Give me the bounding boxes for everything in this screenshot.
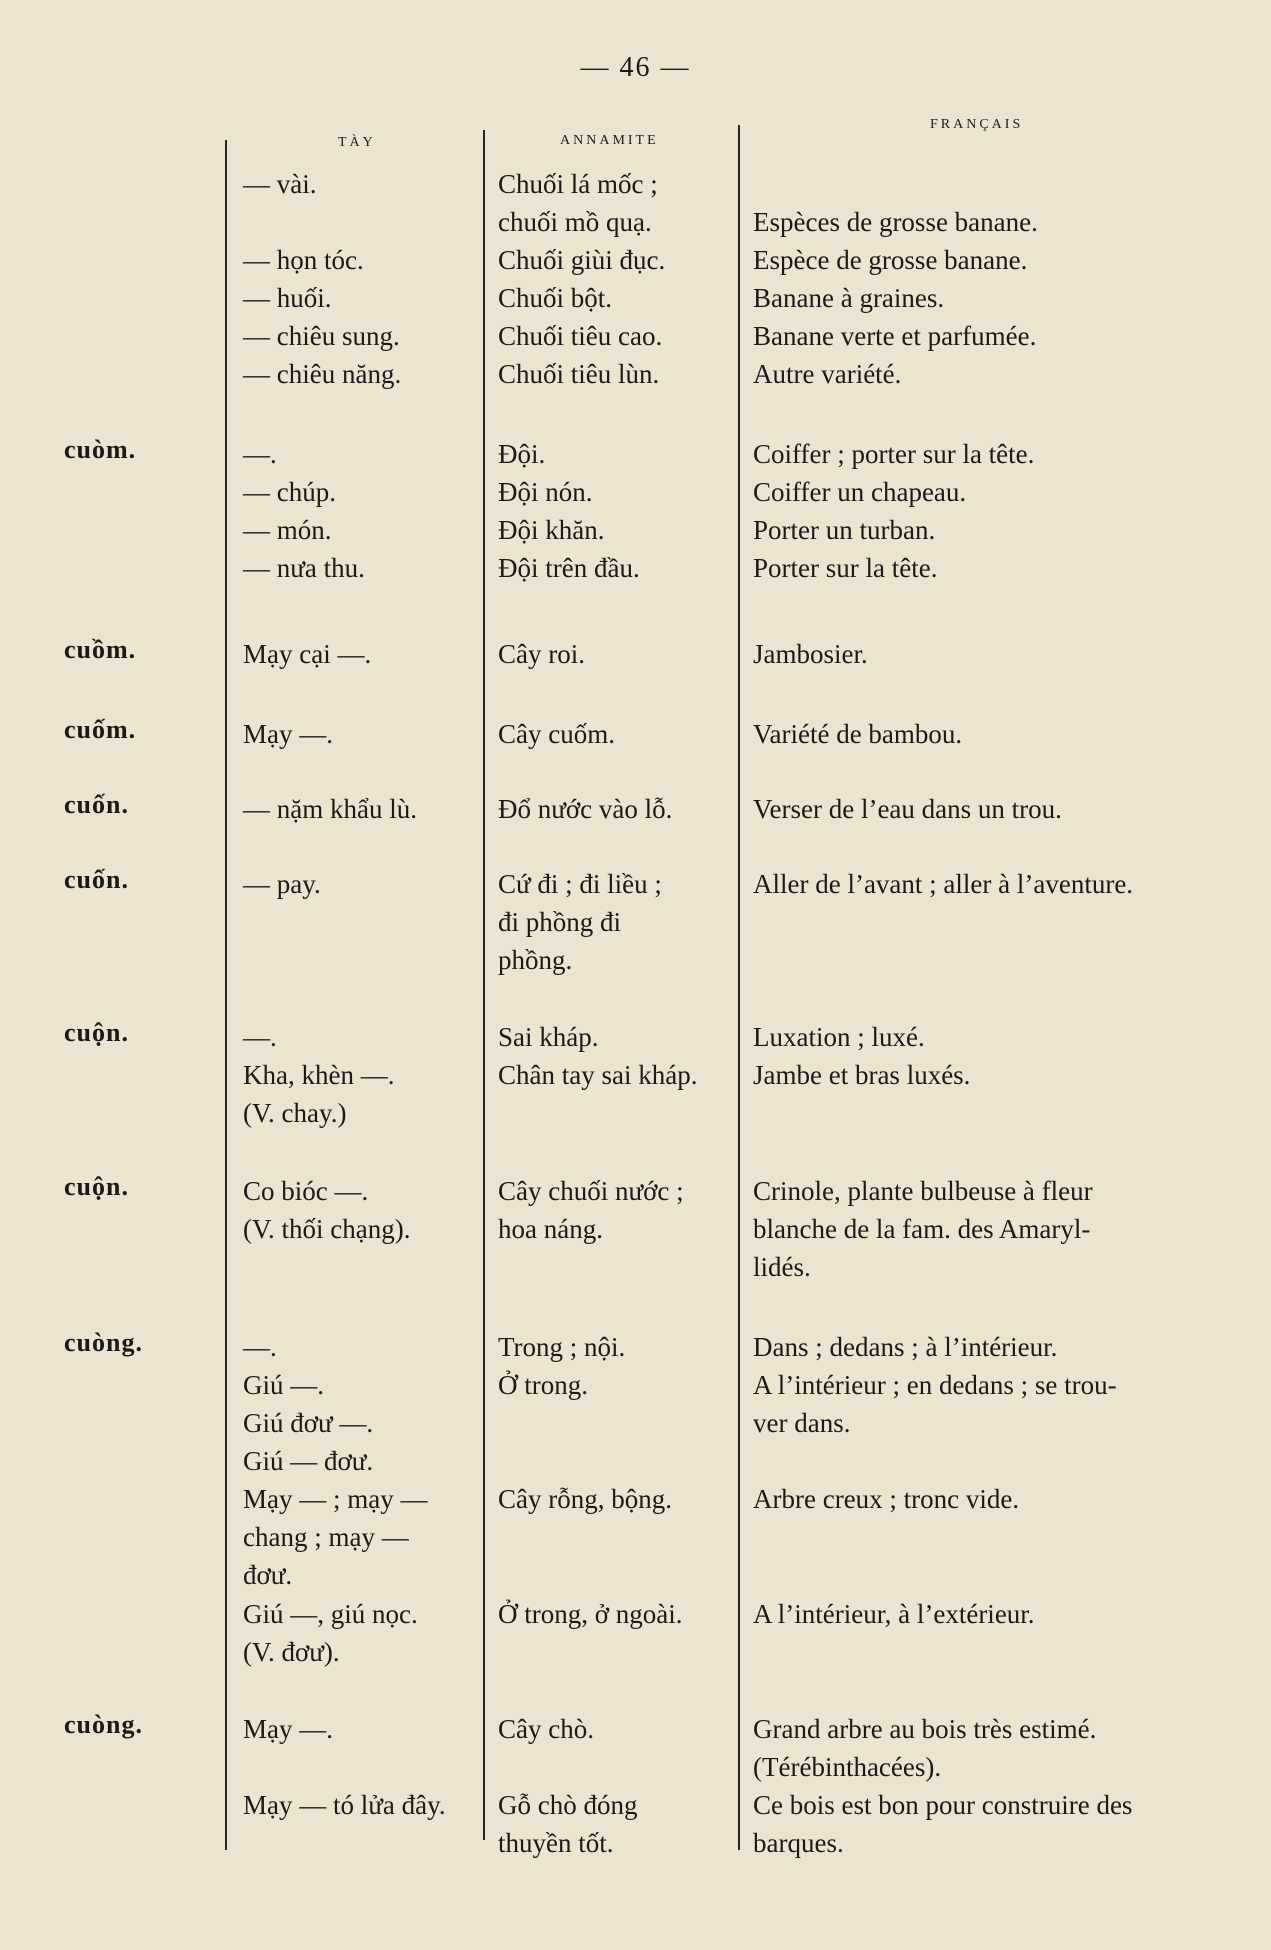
tay-text-line: Giú — đơư.: [243, 1446, 374, 1476]
tay-text-line: — chiêu sung.: [243, 321, 400, 351]
annamite-text-line: [498, 1748, 738, 1786]
tay-text-line: —.: [243, 1332, 277, 1362]
french-text: [753, 1328, 1228, 1442]
annamite-text: [498, 1328, 738, 1404]
tay-text-line: đơư.: [243, 1560, 293, 1590]
french-text-line: Banane à graines.: [753, 283, 945, 313]
headword: cuộn.: [64, 1172, 129, 1201]
annamite-text-line: hoa náng.: [498, 1214, 603, 1244]
tay-text-line: —.: [243, 439, 277, 469]
column-header-annamite: ANNAMITE: [560, 133, 659, 148]
french-text-line: blanche de la fam. des Amaryl-: [753, 1214, 1091, 1244]
headword: cuòm.: [64, 435, 137, 464]
french-text-line: lidés.: [753, 1252, 811, 1282]
french-text-line: Crinole, plante bulbeuse à fleur: [753, 1176, 1093, 1206]
tay-text-line: —.: [243, 1022, 277, 1052]
tay-text-line: Kha, khèn —.: [243, 1060, 395, 1090]
page-number: — 46 —: [580, 52, 691, 83]
column-header-tay: TÀY: [338, 135, 376, 150]
tay-text: [243, 715, 478, 753]
annamite-text: [498, 635, 738, 673]
tay-text-line: — nặm khẩu lù.: [243, 794, 417, 824]
french-text-line: Grand arbre au bois très estimé.: [753, 1714, 1097, 1744]
annamite-text: [498, 715, 738, 753]
annamite-text-line: Trong ; nội.: [498, 1332, 626, 1362]
annamite-text-line: Đội.: [498, 439, 546, 469]
tay-text-line: (V. đơư).: [243, 1637, 340, 1667]
tay-text-line: — huối.: [243, 283, 332, 313]
french-text-line: Aller de l’avant ; aller à l’aventure.: [753, 869, 1134, 899]
column-rule-left: [225, 140, 227, 1850]
annamite-text-line: Chân tay sai kháp.: [498, 1060, 698, 1090]
french-text: [753, 165, 1228, 393]
annamite-text: [498, 1595, 738, 1633]
tay-text-line: — họn tóc.: [243, 245, 364, 275]
french-text-line: Porter sur la tête.: [753, 553, 938, 583]
tay-text-line: Mạy — ; mạy —: [243, 1484, 428, 1514]
tay-text-line: — chiêu năng.: [243, 359, 402, 389]
annamite-text-line: Cây chuối nước ;: [498, 1176, 684, 1206]
annamite-text: [498, 435, 738, 587]
french-text: [753, 635, 1228, 673]
tay-text: [243, 1595, 478, 1671]
annamite-text-line: Gỗ chò đóng: [498, 1790, 638, 1820]
annamite-text-line: Cứ đi ; đi liều ;: [498, 869, 662, 899]
annamite-text: [498, 790, 738, 828]
french-text-line: Autre variété.: [753, 359, 902, 389]
french-text-line: Espèce de grosse banane.: [753, 245, 1028, 275]
tay-text: [243, 865, 478, 903]
annamite-text-line: Cây cuốm.: [498, 719, 615, 749]
annamite-text-line: Cây rỗng, bộng.: [498, 1484, 672, 1514]
french-text-line: (Térébinthacées).: [753, 1752, 942, 1782]
tay-text-line: Co bióc —.: [243, 1176, 369, 1206]
headword: cuốm.: [64, 715, 137, 744]
annamite-text-line: thuyền tốt.: [498, 1828, 614, 1858]
tay-text-line: Mạy — tó lửa đây.: [243, 1790, 446, 1820]
french-text: [753, 1172, 1228, 1286]
french-text: [753, 715, 1228, 753]
french-text: [753, 1480, 1228, 1518]
annamite-text-line: Đội khăn.: [498, 515, 605, 545]
french-text-line: [753, 165, 1228, 203]
tay-text: [243, 790, 478, 828]
french-text: [753, 865, 1228, 903]
french-text-line: Luxation ; luxé.: [753, 1022, 925, 1052]
column-rule-middle: [483, 130, 485, 1840]
annamite-text-line: chuối mồ quạ.: [498, 207, 652, 237]
french-text: [753, 1018, 1228, 1094]
annamite-text-line: Chuối lá mốc ;: [498, 169, 658, 199]
annamite-text: [498, 1172, 738, 1248]
french-text-line: ver dans.: [753, 1408, 851, 1438]
tay-text-line: — chúp.: [243, 477, 336, 507]
annamite-text-line: Sai kháp.: [498, 1022, 599, 1052]
french-text-line: Porter un turban.: [753, 515, 936, 545]
tay-text-line: [243, 1748, 478, 1786]
tay-text-line: (V. thối chạng).: [243, 1214, 411, 1244]
tay-text: [243, 435, 478, 587]
annamite-text-line: phồng.: [498, 945, 573, 975]
tay-text: [243, 1710, 478, 1824]
tay-text: [243, 1328, 478, 1480]
french-text-line: Arbre creux ; tronc vide.: [753, 1484, 1020, 1514]
french-text-line: barques.: [753, 1828, 844, 1858]
headword: cuồm.: [64, 635, 137, 664]
tay-text-line: Mạy —.: [243, 1714, 333, 1744]
tay-text: [243, 1480, 478, 1594]
french-text-line: Variété de bambou.: [753, 719, 963, 749]
headword: cuộn.: [64, 1018, 129, 1047]
column-rule-right: [738, 125, 740, 1850]
french-text: [753, 1710, 1228, 1862]
tay-text: [243, 635, 478, 673]
tay-text: [243, 165, 478, 393]
annamite-text: [498, 865, 738, 979]
french-text-line: Dans ; dedans ; à l’intérieur.: [753, 1332, 1058, 1362]
headword: cuốn.: [64, 790, 129, 819]
annamite-text: [498, 1018, 738, 1094]
headword: cuòng.: [64, 1710, 143, 1739]
annamite-text: [498, 1710, 738, 1862]
annamite-text-line: Cây chò.: [498, 1714, 594, 1744]
tay-text-line: Mạy cại —.: [243, 639, 372, 669]
tay-text-line: [243, 203, 478, 241]
tay-text-line: Mạy —.: [243, 719, 333, 749]
french-text-line: Jambe et bras luxés.: [753, 1060, 971, 1090]
annamite-text: [498, 1480, 738, 1518]
french-text-line: Ce bois est bon pour construire des: [753, 1790, 1133, 1820]
tay-text-line: Giú đơư —.: [243, 1408, 374, 1438]
headword: cuòng.: [64, 1328, 143, 1357]
annamite-text-line: đi phồng đi: [498, 907, 622, 937]
headword: cuốn.: [64, 865, 129, 894]
tay-text: [243, 1018, 478, 1132]
tay-text-line: chang ; mạy —: [243, 1522, 409, 1552]
annamite-text-line: Chuối tiêu lùn.: [498, 359, 660, 389]
annamite-text-line: Ở trong.: [498, 1370, 588, 1400]
french-text: [753, 435, 1228, 587]
tay-text-line: — món.: [243, 515, 332, 545]
annamite-text-line: Chuối giùi đục.: [498, 245, 666, 275]
tay-text-line: (V. chay.): [243, 1098, 347, 1128]
french-text-line: A l’intérieur ; en dedans ; se trou-: [753, 1370, 1117, 1400]
column-header-francais: FRANÇAIS: [930, 117, 1024, 132]
french-text-line: Banane verte et parfumée.: [753, 321, 1037, 351]
annamite-text-line: Ở trong, ở ngoài.: [498, 1599, 683, 1629]
tay-text-line: — pay.: [243, 869, 321, 899]
tay-text: [243, 1172, 478, 1248]
french-text: [753, 1595, 1228, 1633]
french-text-line: Coiffer un chapeau.: [753, 477, 967, 507]
annamite-text-line: Chuối bột.: [498, 283, 613, 313]
annamite-text-line: Đổ nước vào lỗ.: [498, 794, 673, 824]
annamite-text-line: Đội nón.: [498, 477, 593, 507]
annamite-text-line: Đội trên đầu.: [498, 553, 640, 583]
annamite-text: [498, 165, 738, 393]
french-text-line: A l’intérieur, à l’extérieur.: [753, 1599, 1035, 1629]
french-text-line: Jambosier.: [753, 639, 868, 669]
tay-text-line: — nưa thu.: [243, 553, 365, 583]
annamite-text-line: Cây roi.: [498, 639, 585, 669]
french-text-line: Espèces de grosse banane.: [753, 207, 1038, 237]
tay-text-line: Giú —, giú nọc.: [243, 1599, 418, 1629]
tay-text-line: — vài.: [243, 169, 317, 199]
french-text: [753, 790, 1228, 828]
annamite-text-line: Chuối tiêu cao.: [498, 321, 663, 351]
tay-text-line: Giú —.: [243, 1370, 324, 1400]
french-text-line: Verser de l’eau dans un trou.: [753, 794, 1062, 824]
french-text-line: Coiffer ; porter sur la tête.: [753, 439, 1035, 469]
